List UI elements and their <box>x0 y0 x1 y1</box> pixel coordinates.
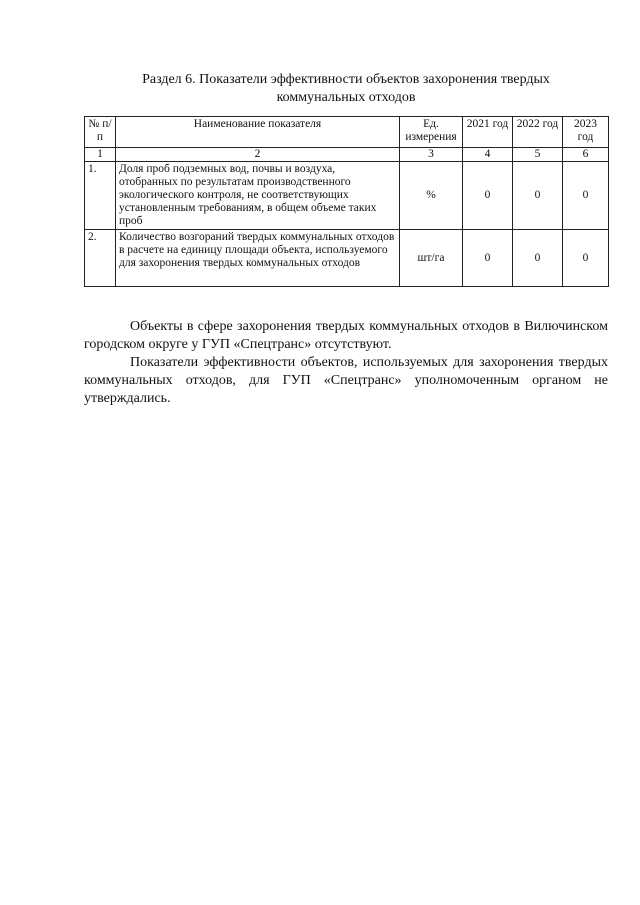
value-2022: 0 <box>513 230 563 287</box>
header-2022: 2022 год <box>513 117 563 148</box>
row-number: 1. <box>85 162 116 230</box>
header-num: № п/п <box>85 117 116 148</box>
table-row <box>85 162 609 230</box>
indicator-unit: % <box>400 162 463 230</box>
column-number: 1 <box>85 148 116 162</box>
row-number: 2. <box>85 230 116 287</box>
column-number: 3 <box>400 148 463 162</box>
value-2021: 0 <box>463 162 513 230</box>
column-number: 5 <box>513 148 563 162</box>
indicator-unit: шт/га <box>400 230 463 287</box>
section-title <box>84 71 608 107</box>
paragraph-no-objects: Объекты в сфере захоронения твердых коммунальных отходов в Вилючинском городском округе у ГУП «Спецтранс» отсутствуют. <box>84 319 608 352</box>
indicator-name: Доля проб подземных вод, почвы и воздуха, отобранных по результатам производственного экологического контроля, не соответствующих установленным требованиям, в общем объеме таких проб <box>116 162 400 230</box>
paragraph-not-approved: Показатели эффективности объектов, используемых для захоронения твердых коммунальных отходов, для ГУП «Спецтранс» уполномоченным органом не утверждались. <box>84 355 608 406</box>
column-number-row <box>85 148 609 162</box>
column-number: 4 <box>463 148 513 162</box>
indicators-table <box>84 116 609 287</box>
table-row <box>85 230 609 287</box>
value-2023: 0 <box>563 162 609 230</box>
header-2023: 2023 год <box>563 117 609 148</box>
header-unit: Ед. измерения <box>400 117 463 148</box>
column-number: 6 <box>563 148 609 162</box>
header-name: Наименование показателя <box>116 117 400 148</box>
value-2022: 0 <box>513 162 563 230</box>
section-title-line2: коммунальных отходов <box>276 90 416 105</box>
value-2021: 0 <box>463 230 513 287</box>
value-2023: 0 <box>563 230 609 287</box>
indicator-name: Количество возгораний твердых коммунальных отходов в расчете на единицу площади объекта, используемого для захоронения твердых коммунальных отходов <box>116 230 400 287</box>
table-header-row <box>85 117 609 148</box>
column-number: 2 <box>116 148 400 162</box>
section-title-line1: Раздел 6. Показатели эффективности объектов захоронения твердых <box>142 72 550 87</box>
header-2021: 2021 год <box>463 117 513 148</box>
